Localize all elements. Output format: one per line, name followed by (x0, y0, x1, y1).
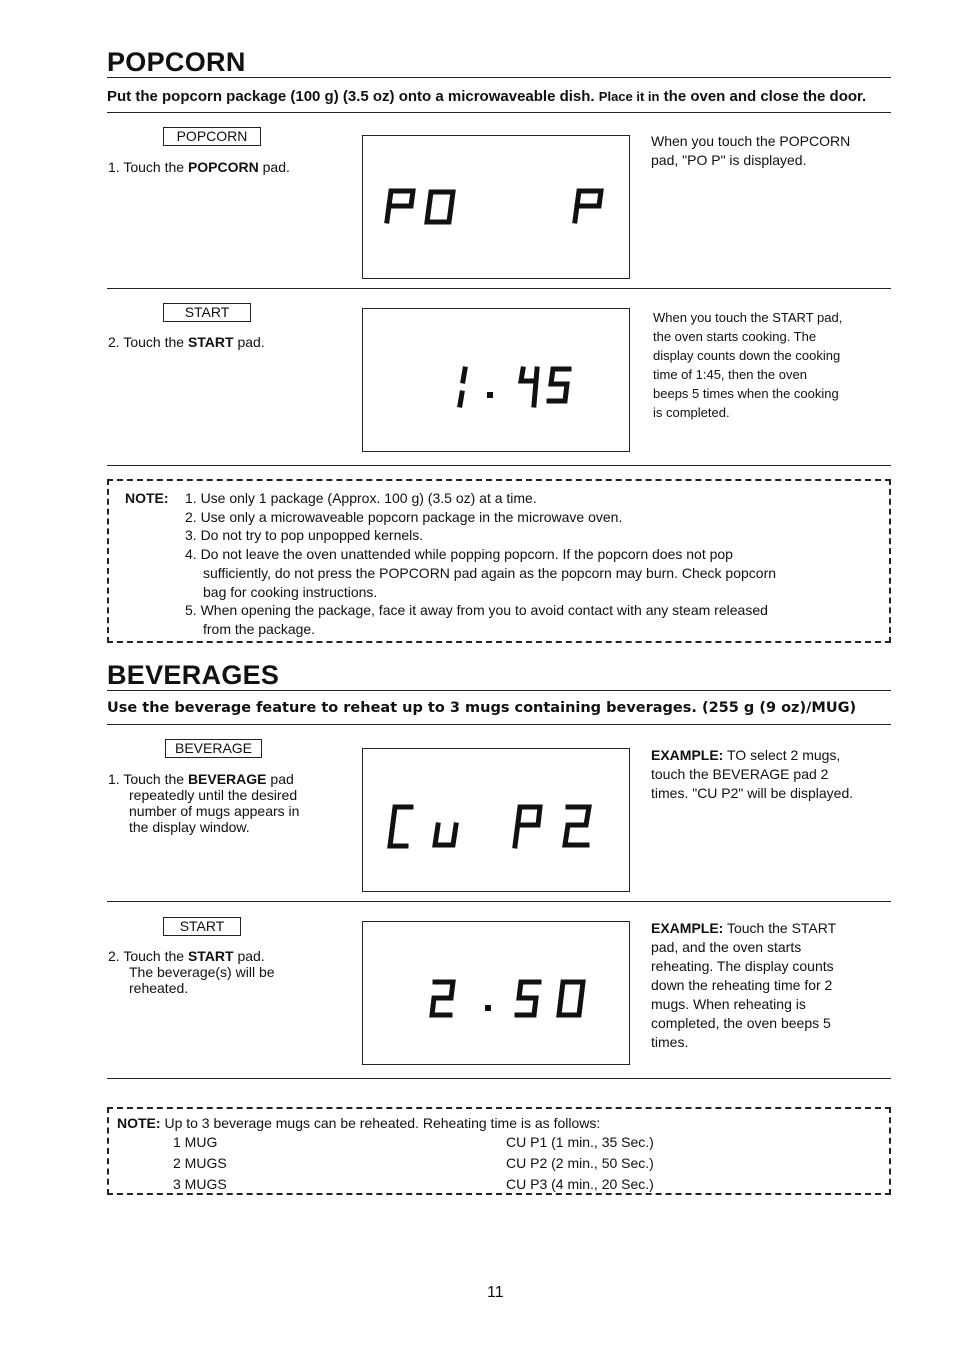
desc-line: reheating. The display counts (651, 958, 834, 974)
step-text-pre: Touch the (123, 334, 185, 350)
popcorn-lead-small: Place it in (598, 89, 660, 104)
step-text-post: pad. (237, 334, 265, 350)
note-row-time: CU P1 (1 min., 35 Sec.) (506, 1134, 654, 1150)
popcorn-pad: POPCORN (163, 127, 261, 146)
popcorn-lead (107, 88, 866, 105)
display-digit-1 (460, 369, 465, 405)
beverages-step2-instruction (108, 948, 348, 996)
desc-line: When you touch the START pad, (653, 310, 843, 325)
note-item: sufficiently, do not press the POPCORN pad again as the popcorn may burn. Check popcorn (203, 564, 777, 581)
popcorn-heading-rule (107, 77, 891, 78)
note-label: NOTE: (117, 1115, 161, 1131)
step-text-line: the display window. (129, 819, 250, 835)
note-item: 2. Use only a microwaveable popcorn package in the microwave oven. (185, 508, 623, 525)
step-text-pre: Touch the (123, 948, 185, 964)
note-item: 4. Do not leave the oven unattended while popping popcorn. If the popcorn does not pop (185, 546, 733, 563)
step-number: 1. (108, 771, 120, 787)
display-digit-2 (432, 982, 453, 1015)
step-number: 2. (108, 948, 120, 964)
step-text-line: reheated. (129, 980, 189, 996)
beverage-display-window (362, 748, 630, 892)
display-colon (487, 392, 493, 398)
step-text-pre: Touch the (123, 159, 185, 175)
start-pad: START (163, 303, 251, 322)
popcorn-heading: POPCORN (107, 47, 246, 77)
display-digit-0 (559, 982, 583, 1015)
display-char-c (390, 807, 411, 846)
beverages-heading: BEVERAGES (107, 660, 280, 690)
note-item: 5. When opening the package, face it away from you to avoid contact with any steam released (185, 602, 768, 619)
step-text-bold: START (187, 948, 234, 964)
reheat-display-readout (363, 922, 629, 1064)
popcorn-note-box (107, 479, 891, 643)
display-char-p (515, 807, 540, 846)
beverages-note-box (107, 1107, 891, 1195)
desc-line: TO select 2 mugs, (726, 747, 841, 763)
desc-line: completed, the oven beeps 5 (651, 1015, 831, 1031)
desc-line: times. "CU P2" will be displayed. (651, 785, 854, 801)
display-digit-5 (549, 369, 569, 401)
start-display-readout (363, 309, 629, 451)
step-text-bold: START (187, 334, 234, 350)
desc-line: times. (651, 1034, 689, 1050)
example-label: EXAMPLE: (651, 920, 724, 936)
beverage-display-readout (363, 749, 629, 891)
display-colon (485, 1005, 491, 1011)
step-number: 1. (108, 159, 120, 175)
step-text-line: repeatedly until the desired (129, 787, 298, 803)
popcorn-step1-instruction (108, 159, 290, 175)
display-digit-2 (565, 807, 589, 845)
desc-line: down the reheating time for 2 (651, 977, 833, 993)
popcorn-display-readout (363, 136, 629, 278)
desc-line: touch the BEVERAGE pad 2 (651, 766, 829, 782)
example-label: EXAMPLE: (651, 747, 724, 763)
reheat-display-window (362, 921, 630, 1065)
popcorn-lead-end: the oven and close the door. (663, 88, 867, 105)
popcorn-step2-description (653, 308, 893, 422)
beverage-pad: BEVERAGE (165, 739, 262, 758)
desc-line: the oven starts cooking. The (653, 329, 817, 344)
display-digit-4 (521, 369, 537, 405)
step-text-bold: POPCORN (187, 159, 259, 175)
note-row-time: CU P3 (4 min., 20 Sec.) (506, 1176, 654, 1192)
beverages-step-divider (107, 901, 891, 902)
display-digit-5 (517, 982, 539, 1015)
note-intro (117, 1114, 600, 1133)
note-item: from the package. (203, 620, 316, 637)
note-label: NOTE: (125, 490, 169, 506)
beverages-lead: Use the beverage feature to reheat up to 3 mugs containing beverages. (255 g (9 oz)/MUG) (107, 700, 857, 716)
page-number: 11 (487, 1284, 504, 1301)
step-text-line: The beverage(s) will be (129, 964, 275, 980)
note-row-mugs: 3 MUGS (173, 1176, 227, 1192)
note-item: bag for cooking instructions. (203, 583, 378, 600)
desc-line: pad, "PO P" is displayed. (651, 152, 807, 168)
popcorn-lead-rule (107, 112, 891, 113)
beverages-step1-instruction (108, 771, 348, 835)
display-char-o (427, 192, 453, 222)
beverages-section-end-rule (107, 1078, 891, 1079)
step-text-line: number of mugs appears in (129, 803, 300, 819)
desc-line: beeps 5 times when the cooking (653, 386, 839, 401)
popcorn-step-divider (107, 288, 891, 289)
note-row-time: CU P2 (2 min., 50 Sec.) (506, 1155, 654, 1171)
note-row-mugs: 1 MUG (173, 1134, 218, 1150)
desc-line: time of 1:45, then the oven (653, 367, 807, 382)
display-char-p (387, 191, 413, 221)
note-item: 3. Do not try to pop unpopped kernels. (185, 527, 424, 544)
display-char-u (435, 825, 456, 845)
step-text-post: pad. (262, 159, 290, 175)
start-display-window (362, 308, 630, 452)
popcorn-step1-description (651, 132, 891, 170)
beverages-lead-rule (107, 724, 891, 725)
desc-line: pad, and the oven starts (651, 939, 802, 955)
note-row-mugs: 2 MUGS (173, 1155, 227, 1171)
popcorn-section-end-rule (107, 465, 891, 466)
desc-line: is completed. (653, 405, 730, 420)
beverages-heading-rule (107, 690, 891, 691)
popcorn-display-window (362, 135, 630, 279)
note-item: 1. Use only 1 package (Approx. 100 g) (3.5 oz) at a time. (185, 490, 537, 506)
desc-line: display counts down the cooking (653, 348, 841, 363)
step-number: 2. (108, 334, 120, 350)
desc-line: Touch the START (726, 920, 837, 936)
step-text-post: pad. (237, 948, 265, 964)
desc-line: When you touch the POPCORN (651, 133, 851, 149)
display-char-p (575, 191, 601, 221)
step-text-post: pad (270, 771, 294, 787)
desc-line: mugs. When reheating is (651, 996, 806, 1012)
popcorn-lead-bold: Put the popcorn package (100 g) (3.5 oz) onto a microwaveable dish. (107, 88, 595, 105)
start-pad: START (163, 917, 241, 936)
step-text-pre: Touch the (123, 771, 185, 787)
beverages-step2-description (651, 919, 891, 1052)
note-text: Up to 3 beverage mugs can be reheated. Reheating time is as follows: (164, 1115, 601, 1131)
step-text-bold: BEVERAGE (187, 771, 267, 787)
popcorn-step2-instruction (108, 334, 265, 350)
beverages-step1-description (651, 746, 891, 803)
